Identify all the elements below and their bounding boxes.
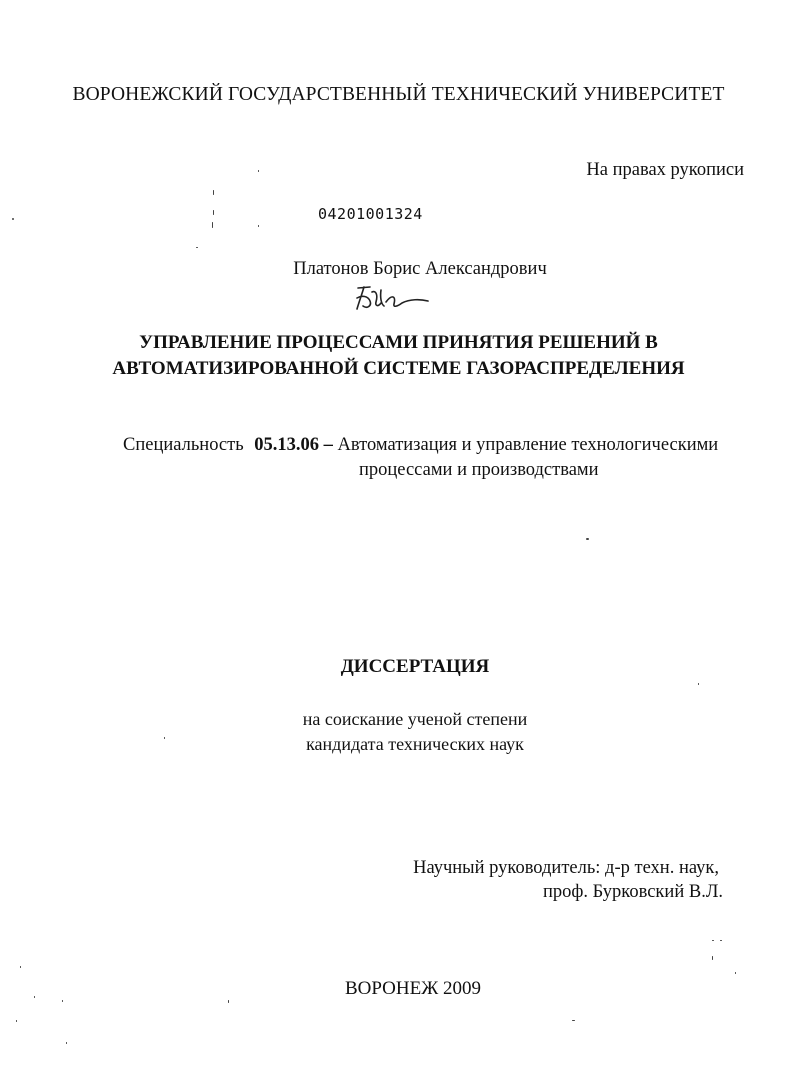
specialty-name-line-1: Автоматизация и управление технологическими [337, 435, 719, 455]
scan-speck [20, 966, 21, 968]
scan-speck [735, 972, 736, 974]
scan-speck [720, 940, 722, 941]
scan-speck [258, 170, 259, 172]
scan-speck [164, 737, 165, 739]
scan-speck [586, 538, 589, 540]
specialty-code: 05.13.06 – [254, 435, 333, 455]
advisor-line-1: Научный руководитель: д-р техн. наук, [413, 858, 719, 878]
scan-speck [258, 225, 259, 227]
scan-speck [12, 218, 14, 220]
advisor-line-2: проф. Бурковский В.Л. [543, 882, 723, 902]
work-type: ДИССЕРТАЦИЯ [340, 656, 490, 677]
degree-line-1: на соискание ученой степени [302, 709, 528, 729]
city-year: ВОРОНЕЖ 2009 [344, 978, 481, 999]
title-line-2: АВТОМАТИЗИРОВАННОЙ СИСТЕМЕ ГАЗОРАСПРЕДЕЛЕНИЯ [112, 358, 685, 379]
specialty-label: Специальность [123, 435, 244, 455]
specialty-name-line-2: процессами и производствами [359, 460, 599, 480]
title-line-1: УПРАВЛЕНИЕ ПРОЦЕССАМИ ПРИНЯТИЯ РЕШЕНИЙ В [139, 332, 658, 353]
scan-speck [712, 956, 713, 960]
author-name: Платонов Борис Александрович [293, 259, 547, 279]
scan-speck [34, 996, 35, 998]
scan-speck [212, 222, 213, 228]
registration-code: 04201001324 [318, 205, 423, 223]
degree-line-2: кандидата технических наук [306, 734, 524, 754]
scan-speck [572, 1020, 575, 1021]
scan-speck [698, 683, 699, 685]
university-name: ВОРОНЕЖСКИЙ ГОСУДАРСТВЕННЫЙ ТЕХНИЧЕСКИЙ УНИВЕРСИТЕТ [72, 84, 725, 105]
specialty-line [123, 434, 718, 456]
scan-speck [712, 940, 714, 941]
scan-speck [16, 1020, 17, 1022]
dissertation-title [0, 330, 797, 382]
scan-speck [66, 1042, 67, 1044]
signature-icon [348, 282, 438, 316]
scan-speck [196, 247, 198, 248]
scan-speck [213, 190, 214, 195]
scan-speck [213, 210, 214, 215]
rights-note: На правах рукописи [586, 160, 744, 180]
scan-speck [228, 1000, 229, 1003]
scan-speck [62, 1000, 63, 1002]
